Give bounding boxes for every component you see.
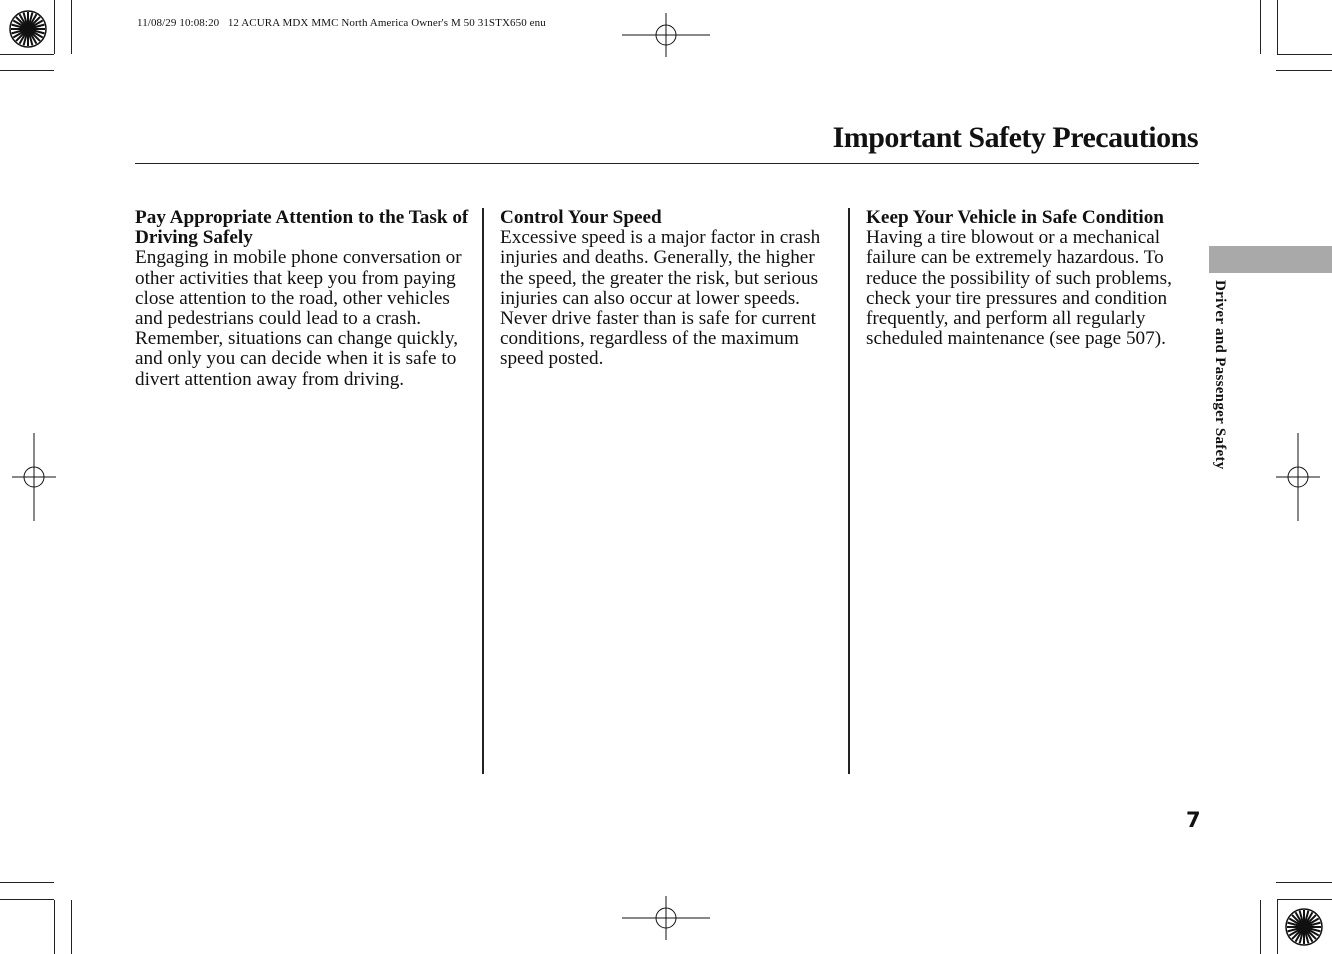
title-rule <box>135 163 1199 164</box>
page-number: 7 <box>1186 808 1201 832</box>
column-heading: Pay Appropriate Attention to the Task of Driving Safely <box>135 207 469 249</box>
column-divider <box>482 208 484 774</box>
print-metadata: 11/08/29 10:08:20 12 ACURA MDX MMC North America Owner's M 50 31STX650 enu <box>137 17 546 29</box>
registration-crosshair-left <box>12 433 56 521</box>
page-title: Important Safety Precautions <box>832 121 1198 154</box>
column-heading: Keep Your Vehicle in Safe Condition <box>866 207 1164 228</box>
column-body: Excessive speed is a major factor in crash injuries and deaths. Generally, the higher the speed, the greater the risk, but serious injuries can also occur at lower speeds. Never drive faster than is safe for current conditions, regardless of the maximum speed posted. <box>500 227 821 370</box>
registration-starburst-top-left <box>8 9 48 49</box>
registration-crosshair-right <box>1276 433 1320 521</box>
column-heading: Control Your Speed <box>500 207 662 228</box>
registration-crosshair-bottom <box>622 896 710 940</box>
column-divider <box>848 208 850 774</box>
column-vehicle-condition <box>866 208 1206 349</box>
column-attention <box>135 208 477 390</box>
registration-starburst-bottom-right <box>1284 907 1324 947</box>
section-tab-label: Driver and Passenger Safety <box>1212 280 1228 470</box>
column-body: Having a tire blowout or a mechanical failure can be extremely hazardous. To reduce the possibility of such problems, check your tire pressures and condition frequently, and perform all regularly scheduled maintenance (see page 507). <box>866 227 1172 350</box>
column-speed <box>500 208 840 370</box>
registration-crosshair-top <box>622 13 710 57</box>
section-tab <box>1209 246 1332 273</box>
column-body: Engaging in mobile phone conversation or other activities that keep you from paying close attention to the road, other vehicles and pedestrians could lead to a crash. Remember, situations can change quickly, and only you can decide when it is safe to divert attention away from driving. <box>135 247 462 390</box>
